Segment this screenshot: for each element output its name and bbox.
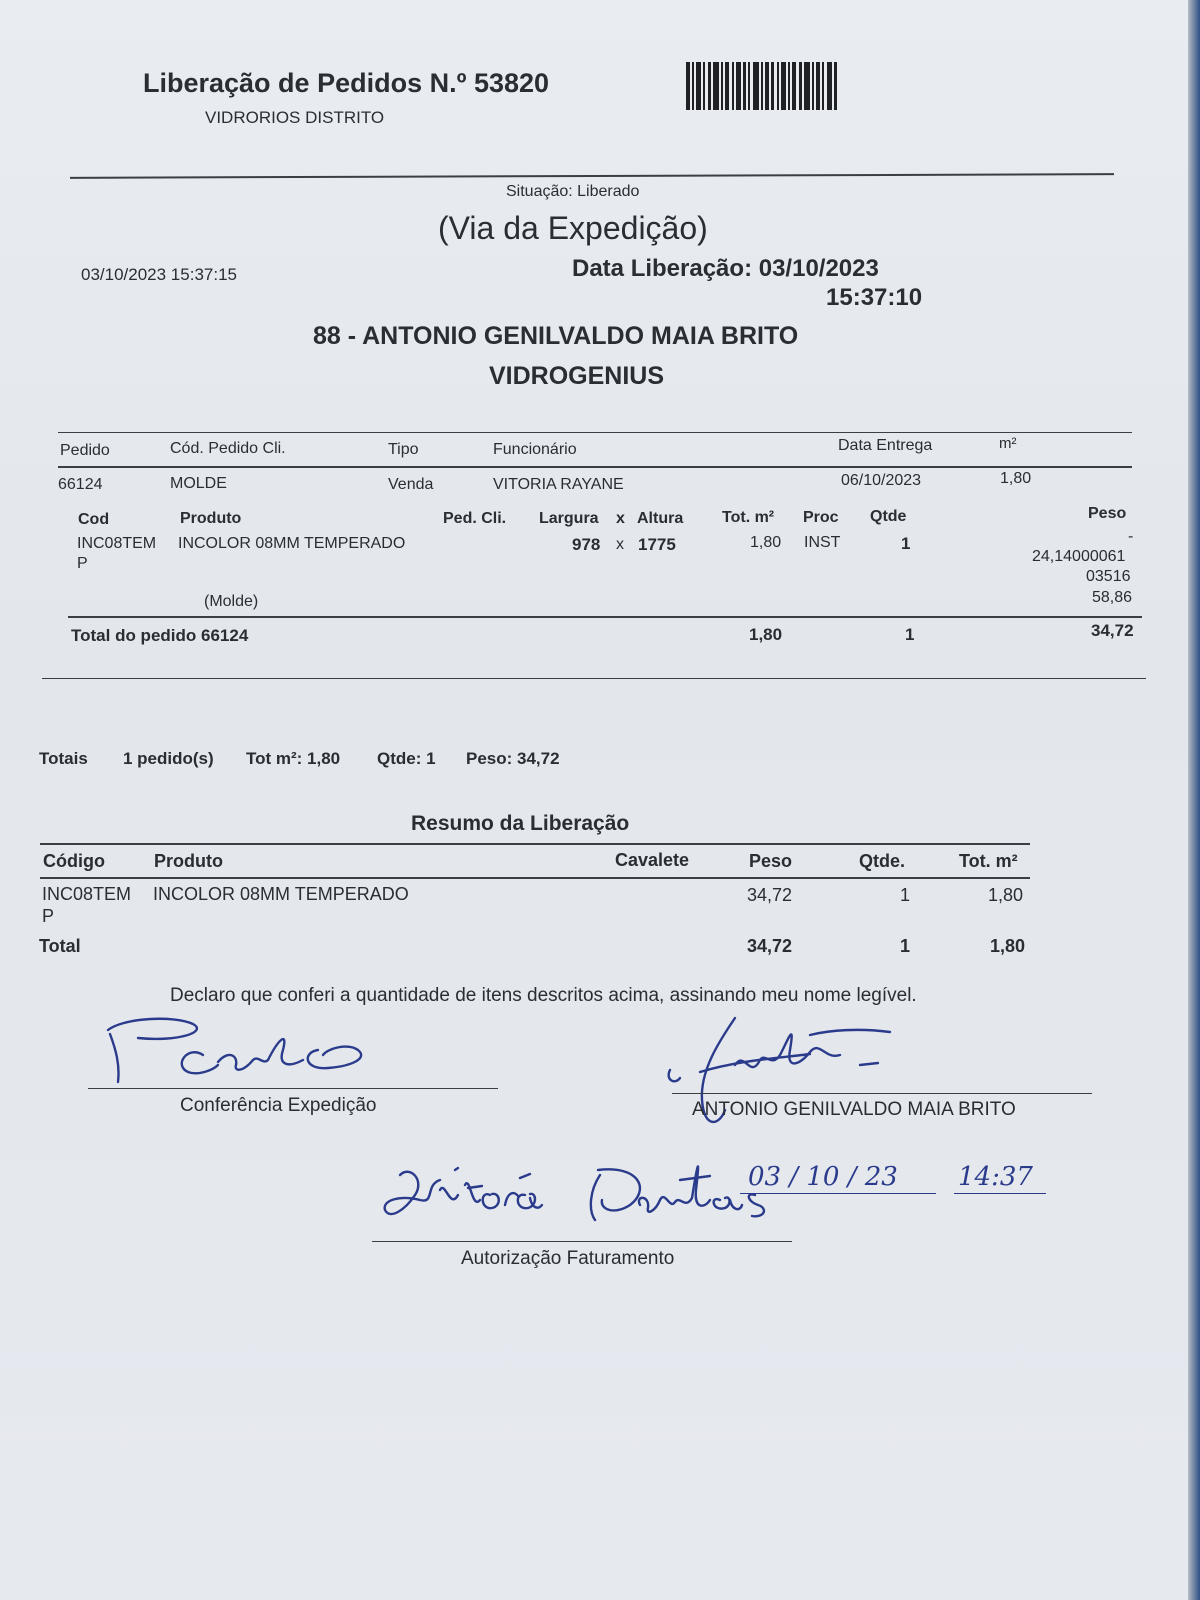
client-company: VIDROGENIUS — [489, 362, 665, 390]
col-x-header: x — [616, 510, 625, 527]
order-data-entrega-value: 06/10/2023 — [841, 472, 922, 489]
resumo-col-cavalete-header: Cavalete — [615, 850, 690, 870]
autorizacao-label: Autorização Faturamento — [461, 1248, 675, 1269]
item-altura-value: 1775 — [638, 535, 676, 554]
resumo-top-rule — [40, 843, 1030, 845]
col-pedido-header: Pedido — [60, 442, 110, 459]
resumo-tot-m2-value: 1,80 — [988, 885, 1024, 905]
order-tipo-value: Venda — [388, 476, 434, 493]
resumo-col-peso-header: Peso — [749, 851, 793, 871]
item-cod-value: INC08TEM — [77, 535, 157, 552]
handwritten-date: 03 / 10 / 23 — [748, 1162, 898, 1192]
resumo-col-qtde-header: Qtde. — [859, 851, 906, 871]
resumo-title: Resumo da Liberação — [411, 812, 630, 835]
item-obs-value: (Molde) — [204, 593, 259, 610]
order-total-peso: 34,72 — [1091, 621, 1134, 640]
company-name: VIDRORIOS DISTRITO — [205, 108, 385, 127]
order-m2-value: 1,80 — [1000, 470, 1032, 487]
resumo-codigo-value-cont: P — [42, 906, 55, 926]
totais-tot-m2: Tot m²: 1,80 — [246, 749, 341, 768]
col-tot-m2-header: Tot. m² — [722, 509, 775, 526]
col-qtde-header: Qtde — [870, 508, 907, 525]
resumo-produto-value: INCOLOR 08MM TEMPERADO — [153, 884, 409, 904]
totais-label: Totais — [39, 749, 88, 768]
item-qtde-value: 1 — [901, 534, 911, 553]
col-data-entrega-header: Data Entrega — [838, 437, 933, 454]
conferencia-signature-line — [88, 1088, 498, 1089]
order-total-label: Total do pedido 66124 — [71, 626, 249, 645]
resumo-col-produto-header: Produto — [154, 851, 223, 871]
col-cod-header: Cod — [78, 511, 110, 528]
resumo-total-peso: 34,72 — [747, 936, 793, 956]
autorizacao-signature-line — [372, 1241, 792, 1242]
background-edge — [1188, 0, 1200, 1600]
item-x-value: x — [616, 536, 624, 553]
conferencia-label: Conferência Expedição — [180, 1095, 377, 1116]
resumo-total-label: Total — [39, 936, 81, 956]
col-altura-header: Altura — [637, 510, 684, 527]
handwritten-time: 14:37 — [958, 1162, 1033, 1192]
col-peso-header: Peso — [1088, 505, 1127, 522]
col-ped-cli-header: Ped. Cli. — [443, 510, 507, 527]
order-cod-pedido-cli-value: MOLDE — [170, 475, 227, 492]
data-liberacao: Data Liberação: 03/10/2023 — [572, 255, 879, 282]
col-produto-header: Produto — [180, 510, 242, 527]
item-table-total-rule — [68, 616, 1142, 618]
handwritten-time-underline — [954, 1193, 1046, 1194]
col-tipo-header: Tipo — [388, 441, 419, 458]
declaration-text: Declaro que conferi a quantidade de itens descritos acima, assinando meu nome legível. — [170, 985, 917, 1006]
resumo-peso-value: 34,72 — [747, 885, 793, 905]
col-proc-header: Proc — [803, 509, 839, 526]
item-proc-value: INST — [804, 534, 841, 551]
signature-autorizacao — [380, 1150, 800, 1240]
client-name: 88 - ANTONIO GENILVALDO MAIA BRITO — [313, 322, 799, 350]
col-cod-pedido-cli-header: Cód. Pedido Cli. — [170, 440, 286, 457]
cliente-signature-line — [672, 1093, 1092, 1094]
item-peso-value-cont: 03516 — [1086, 568, 1131, 585]
order-funcionario-value: VITORIA RAYANE — [493, 476, 624, 493]
barcode-image — [686, 62, 868, 110]
totais-peso: Peso: 34,72 — [466, 749, 560, 768]
resumo-total-tot-m2: 1,80 — [990, 936, 1026, 956]
situacao-text: Situação: Liberado — [506, 183, 640, 200]
cliente-label: ANTONIO GENILVALDO MAIA BRITO — [692, 1099, 1016, 1120]
item-produto-value: INCOLOR 08MM TEMPERADO — [178, 535, 406, 552]
order-total-m2: 1,80 — [749, 625, 783, 644]
data-liberacao-time: 15:37:10 — [826, 284, 923, 311]
col-largura-header: Largura — [539, 510, 599, 527]
totais-pedidos: 1 pedido(s) — [123, 749, 214, 768]
resumo-col-codigo-header: Código — [43, 851, 105, 871]
resumo-qtde-value: 1 — [900, 885, 911, 905]
item-peso-total-value: 58,86 — [1092, 589, 1133, 606]
item-largura-value: 978 — [572, 535, 601, 554]
order-total-qtde: 1 — [905, 625, 915, 644]
item-peso-value: 24,14000061 — [1032, 548, 1126, 565]
resumo-col-tot-m2-header: Tot. m² — [959, 851, 1018, 871]
item-tot-m2-value: 1,80 — [750, 534, 782, 551]
resumo-codigo-value: INC08TEM — [42, 884, 132, 904]
header-divider — [70, 173, 1114, 179]
document-title: Liberação de Pedidos N.º 53820 — [143, 68, 550, 98]
item-peso-dash: - — [1128, 528, 1134, 545]
totais-qtde: Qtde: 1 — [377, 749, 436, 768]
order-section-bottom-rule — [42, 678, 1146, 679]
col-funcionario-header: Funcionário — [493, 441, 577, 458]
order-pedido-value: 66124 — [58, 476, 103, 493]
via-label: (Via da Expedição) — [438, 210, 708, 246]
item-cod-value-cont: P — [77, 555, 88, 572]
col-m2-header: m² — [999, 435, 1017, 452]
signature-conferencia — [78, 1010, 398, 1090]
print-datetime: 03/10/2023 15:37:15 — [81, 265, 237, 284]
order-table-header-rule — [58, 466, 1132, 468]
order-table-top-rule — [58, 432, 1132, 433]
resumo-header-rule — [40, 877, 1030, 879]
resumo-total-qtde: 1 — [900, 936, 911, 956]
